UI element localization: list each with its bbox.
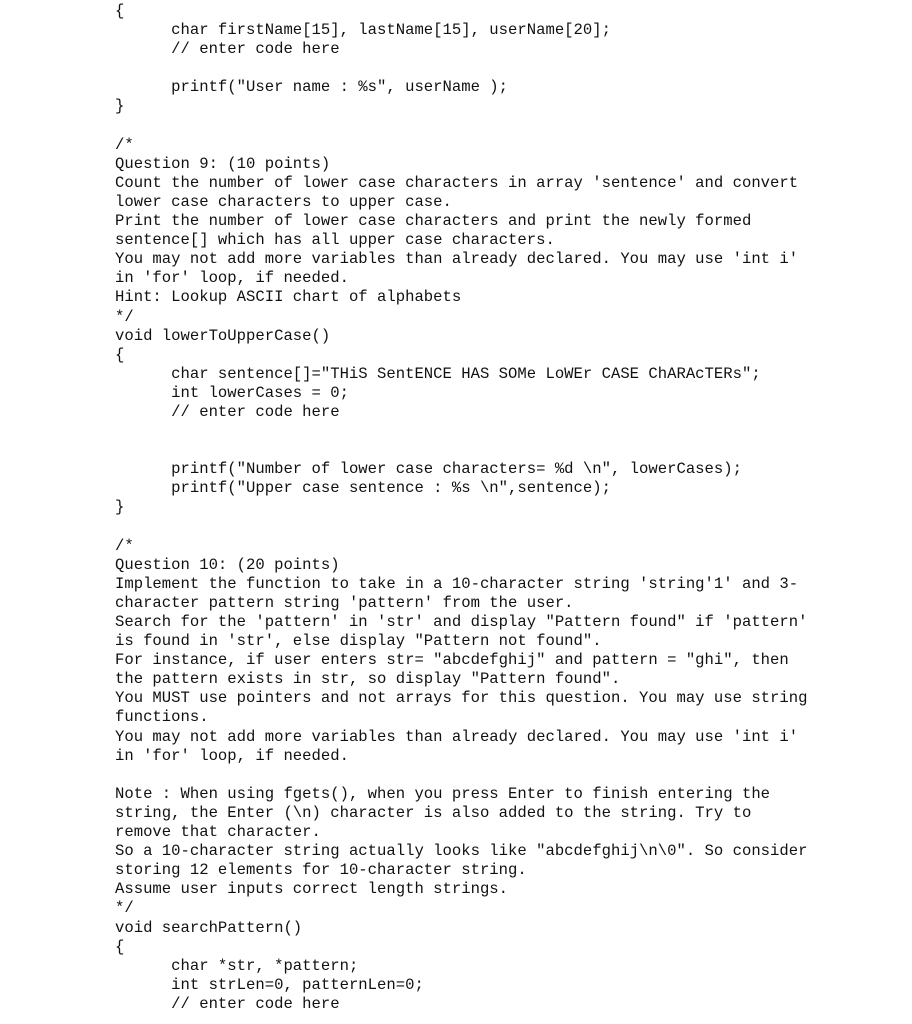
- code-line: Question 10: (20 points): [115, 555, 340, 574]
- code-line: Implement the function to take in a 10-character string 'string'1' and 3-: [115, 574, 799, 593]
- code-line: [115, 422, 895, 441]
- code-line: }: [115, 97, 125, 116]
- code-line: Search for the 'pattern' in 'str' and display "Pattern found" if 'pattern': [115, 613, 808, 631]
- code-line: Print the number of lower case characters and print the newly formed: [115, 212, 752, 231]
- code-line: is found in 'str', else display "Pattern not found".: [115, 632, 602, 651]
- code-line: [115, 766, 895, 785]
- code-line: {: [115, 937, 125, 956]
- code-line: sentence[] which has all upper case characters.: [115, 231, 555, 250]
- code-line: lower case characters to upper case.: [115, 192, 452, 211]
- code-line: int lowerCases = 0;: [115, 383, 349, 402]
- code-line: */: [115, 307, 134, 326]
- code-line: You may not add more variables than already declared. You may use 'int i': [115, 727, 799, 746]
- code-line: in 'for' loop, if needed.: [115, 269, 349, 288]
- code-line: char firstName[15], lastName[15], userName[20];: [115, 21, 611, 40]
- code-line: character pattern string 'pattern' from the user.: [115, 593, 574, 612]
- code-line: // enter code here: [115, 402, 340, 421]
- code-line: printf("Upper case sentence : %s \n",sentence);: [115, 479, 611, 498]
- code-line: void searchPattern(): [115, 918, 303, 937]
- code-line: */: [115, 899, 134, 918]
- code-line: char sentence[]="THiS SentENCE HAS SOMe LoWEr CASE ChARAcTERs";: [115, 364, 761, 383]
- code-line: [115, 59, 895, 78]
- code-line: [115, 441, 895, 460]
- code-line: functions.: [115, 708, 209, 727]
- code-line: printf("User name : %s", userName );: [115, 78, 509, 97]
- code-line: [115, 518, 895, 537]
- code-line: // enter code here: [115, 994, 340, 1013]
- code-line: char *str, *pattern;: [115, 956, 359, 975]
- code-line: You MUST use pointers and not arrays for this question. You may use string: [115, 689, 808, 708]
- code-line: Question 9: (10 points): [115, 154, 331, 173]
- code-line: You may not add more variables than already declared. You may use 'int i': [115, 250, 799, 269]
- code-line: Count the number of lower case characters in array 'sentence' and convert: [115, 173, 799, 192]
- code-line: storing 12 elements for 10-character string.: [115, 861, 527, 880]
- code-line: {: [115, 2, 125, 20]
- code-line: /*: [115, 536, 134, 555]
- code-document: [115, 2, 895, 1014]
- code-line: the pattern exists in str, so display "Pattern found".: [115, 670, 621, 689]
- code-line: string, the Enter (\n) character is also added to the string. Try to: [115, 803, 752, 822]
- code-line: int strLen=0, patternLen=0;: [115, 975, 424, 994]
- code-line: [115, 117, 895, 136]
- code-line: {: [115, 345, 125, 364]
- code-line: printf("Number of lower case characters= %d \n", lowerCases);: [115, 460, 742, 479]
- code-line: Note : When using fgets(), when you press Enter to finish entering the: [115, 784, 771, 803]
- code-line: So a 10-character string actually looks like "abcdefghij\n\0". So consider: [115, 842, 808, 861]
- code-line: /*: [115, 135, 134, 154]
- code-line: }: [115, 498, 125, 517]
- code-line: in 'for' loop, if needed.: [115, 746, 349, 765]
- code-line: Hint: Lookup ASCII chart of alphabets: [115, 288, 462, 307]
- code-line: remove that character.: [115, 823, 321, 842]
- code-line: For instance, if user enters str= "abcdefghij" and pattern = "ghi", then: [115, 651, 789, 670]
- code-line: // enter code here: [115, 40, 340, 59]
- code-line: void lowerToUpperCase(): [115, 326, 331, 345]
- code-line: Assume user inputs correct length strings.: [115, 880, 509, 899]
